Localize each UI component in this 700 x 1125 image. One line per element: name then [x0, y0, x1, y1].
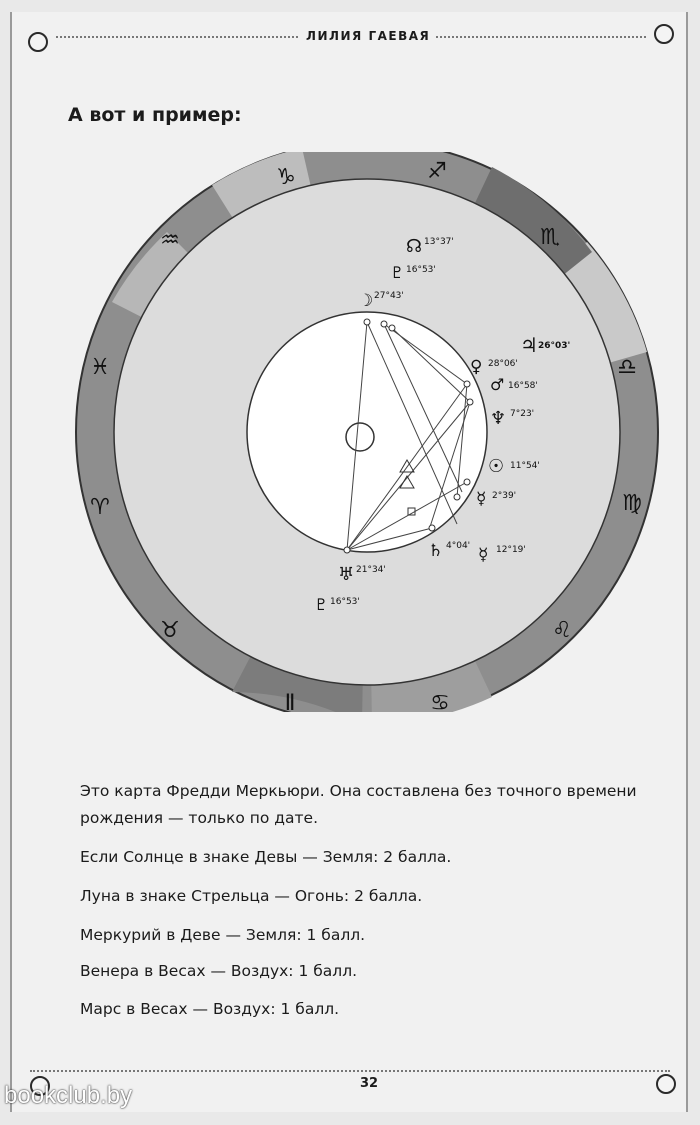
mars-icon: ♂ [490, 375, 505, 394]
planet-degree: 11°54' [510, 461, 540, 471]
leo-icon: ♌ [552, 618, 572, 643]
neptune-icon: ♆ [490, 408, 507, 429]
capricorn-icon: ♑ [276, 165, 296, 190]
pisces-icon: ♓ [90, 355, 110, 380]
planet-degree: 12°19' [496, 545, 526, 555]
element-score-line: Марс в Весах — Воздух: 1 балл. [80, 1000, 340, 1018]
planet-dot [467, 399, 473, 405]
libra-icon: ♎ [617, 355, 637, 380]
planet-degree: 26°03' [538, 341, 571, 351]
planet-dot [464, 479, 470, 485]
moon-icon: ☽ [358, 291, 374, 311]
aquarius-icon: ♒ [160, 228, 180, 253]
site-watermark: bookclub.by [4, 1082, 133, 1109]
planet-dot [381, 321, 387, 327]
running-header-author: ЛИЛИЯ ГАЕВАЯ [300, 29, 436, 43]
planet-dot [344, 547, 350, 553]
binding-hole-top-left [28, 32, 48, 52]
planet-dot [429, 525, 435, 531]
planet-degree: 21°34' [356, 565, 386, 575]
natal-chart [72, 152, 662, 712]
chart-caption: Это карта Фредди Меркьюри. Она составлена без точного времени рождения — только по дате. [80, 782, 637, 827]
mercury-icon: ☿ [476, 489, 487, 509]
section-heading: А вот и пример: [68, 104, 242, 126]
venus-icon: ♀ [470, 357, 483, 377]
planet-degree: 16°53' [406, 265, 436, 275]
mercury-icon: ☿ [478, 545, 489, 565]
uranus-icon: ♅ [338, 564, 355, 585]
planet-degree: 4°04' [446, 541, 471, 551]
binding-hole-top-right [654, 24, 674, 44]
element-score-line: Если Солнце в знаке Девы — Земля: 2 балла. [80, 848, 452, 866]
element-score-line: Луна в знаке Стрельца — Огонь: 2 балла. [80, 887, 423, 905]
footer-rule [30, 1070, 670, 1072]
planet-degree: 28°06' [488, 359, 518, 369]
planet-dot [454, 494, 460, 500]
planet-degree: 16°53' [330, 597, 360, 607]
cancer-icon: ♋ [430, 691, 450, 712]
aries-icon: ♈ [90, 495, 110, 520]
chart-center [346, 423, 374, 451]
pluto-icon: ♇ [314, 595, 329, 614]
sagittarius-icon: ♐ [427, 159, 447, 184]
planet-degree: 16°58' [508, 381, 538, 391]
jupiter-icon: ♃ [520, 333, 538, 357]
pluto-icon: ♇ [390, 263, 405, 282]
saturn-icon: ♄ [428, 541, 444, 561]
planet-dot [389, 325, 395, 331]
planet-degree: 7°23' [510, 409, 535, 419]
moon-node-icon: ☊ [406, 236, 422, 257]
binding-hole-bottom-right [656, 1074, 676, 1094]
planet-degree: 27°43' [374, 291, 404, 301]
sun-icon: ☉ [488, 456, 505, 477]
virgo-icon: ♍ [622, 491, 642, 516]
page-number: 32 [360, 1076, 379, 1091]
planet-dot [464, 381, 470, 387]
element-score-line: Венера в Весах — Воздух: 1 балл. [80, 962, 358, 980]
taurus-icon: ♉ [160, 618, 180, 643]
scorpio-icon: ♏ [540, 225, 560, 250]
gemini-icon: Ⅱ [284, 691, 296, 712]
element-score-line: Меркурий в Деве — Земля: 1 балл. [80, 926, 366, 944]
planet-degree: 2°39' [492, 491, 517, 501]
planet-degree: 13°37' [424, 237, 454, 247]
planet-dot [364, 319, 370, 325]
